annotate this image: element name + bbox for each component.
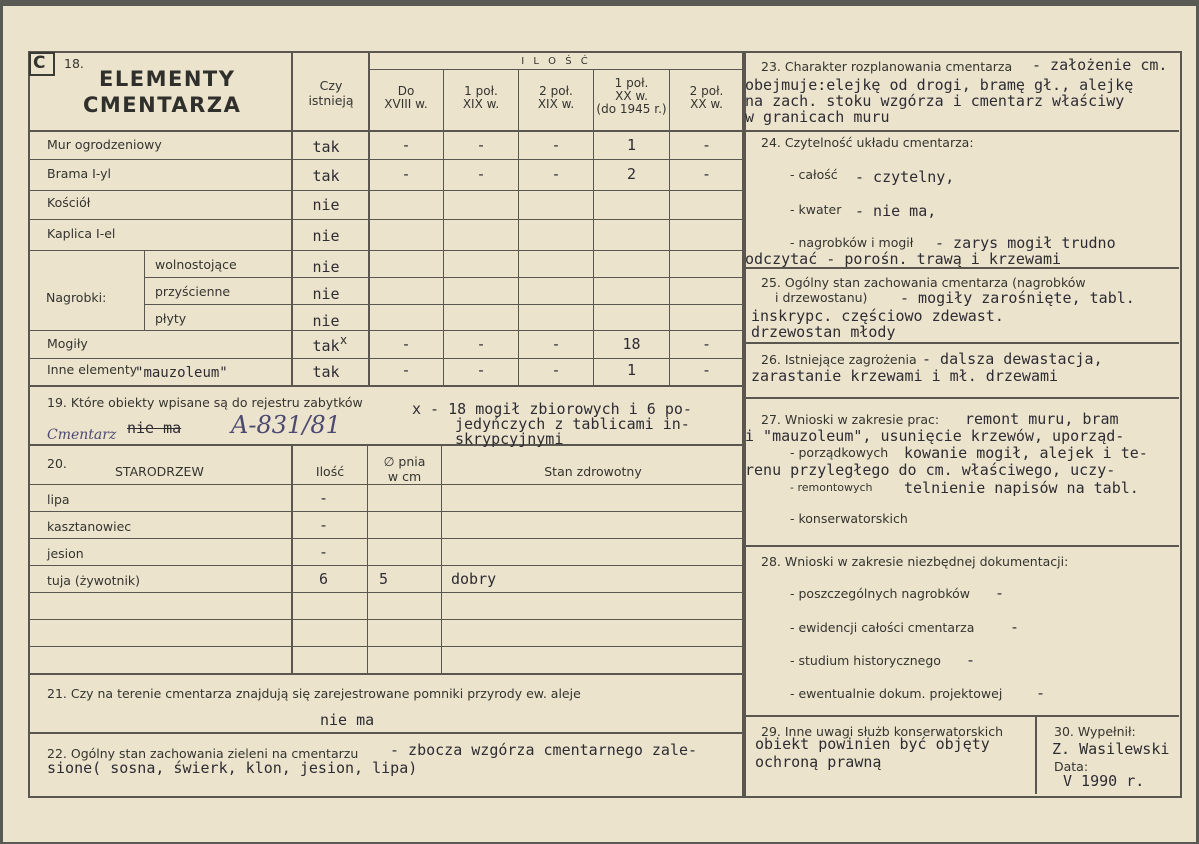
q21-answer: nie ma — [320, 711, 375, 729]
period-header-4: XX w. — [690, 97, 723, 111]
quantity-cell: - — [551, 165, 561, 183]
nagrobki-label: Nagrobki: — [46, 290, 107, 305]
q25-answer-3: drzewostan młody — [751, 323, 896, 341]
tree-health: dobry — [451, 570, 497, 588]
tree-phi: 5 — [379, 570, 389, 588]
section-18-number: 18. — [64, 56, 84, 71]
element-label: Mur ogrodzeniowy — [47, 137, 162, 152]
tree-qty: - — [319, 489, 329, 507]
q22-answer-1: - zbocza wzgórza cmentarnego zale- — [390, 741, 698, 759]
q24-label: 24. Czytelność układu cmentarza: — [761, 135, 974, 150]
q28-item: - ewidencji całości cmentarza — [790, 620, 975, 635]
q27-answer-2: i "mauzoleum", usunięcie krzewów, uporząd- — [745, 427, 1125, 445]
tree-qty: - — [319, 516, 329, 534]
tree-name: kasztanowiec — [47, 519, 132, 534]
q24-c-answer-2: odczytać - porośn. trawą i krzewami — [745, 250, 1062, 268]
q19-answer-line: jedyńczych z tablicami in- — [455, 415, 690, 433]
q30-date-label: Data: — [1054, 759, 1089, 774]
q19-struck-text: nie ma — [127, 419, 182, 437]
czy-header-1: Czy — [319, 78, 343, 93]
q27-answer-3: kowanie mogił, alejek i te- — [904, 444, 1148, 462]
period-header-2: 2 poł. — [539, 84, 573, 98]
element-label: Mogiły — [47, 336, 88, 351]
q26-answer-2: zarastanie krzewami i mł. drzewami — [751, 367, 1059, 385]
q24-c-answer: - zarys mogił trudno — [935, 234, 1116, 252]
q29-answer-2: ochroną prawną — [755, 753, 882, 771]
tree-wcm-header: w cm — [387, 469, 422, 484]
exists-value: nie — [312, 285, 340, 303]
quantity-cell: 2 — [626, 165, 637, 183]
tree-name: tuja (żywotnik) — [47, 573, 141, 588]
quantity-cell: - — [401, 136, 411, 154]
starodrzew-header: STARODRZEW — [115, 464, 204, 479]
tree-qty-header: Ilość — [315, 464, 345, 479]
quantity-cell: - — [476, 136, 486, 154]
q23-answer-2: obejmuje:elejkę od drogi, bramę gł., alejkę — [745, 76, 1134, 94]
exists-value: tak — [312, 138, 340, 156]
period-header-0: XVIII w. — [384, 97, 428, 111]
q19-handwritten-note: Cmentarz — [47, 427, 117, 443]
q28-label: 28. Wnioski w zakresie niezbędnej dokumentacji: — [761, 554, 1069, 569]
nagrobki-sub-label: wolnostojące — [155, 257, 237, 272]
q23-label: 23. Charakter rozplanowania cmentarza — [761, 59, 1013, 74]
period-header-3: (do 1945 r.) — [596, 102, 667, 116]
q29-label: 29. Inne uwagi służb konserwatorskich — [761, 724, 1003, 739]
q30-name: Z. Wasilewski — [1052, 740, 1170, 758]
period-header-1: 1 poł. — [464, 84, 498, 98]
q28-item: - poszczególnych nagrobków — [790, 586, 971, 601]
period-header-3: XX w. — [615, 89, 648, 103]
record-card — [3, 6, 1196, 842]
exists-value: tak — [312, 337, 340, 355]
tree-qty: 6 — [319, 570, 329, 588]
quantity-cell: - — [551, 335, 561, 353]
tree-name: lipa — [47, 492, 70, 507]
tree-phi-header: ∅ pnia — [383, 454, 426, 469]
tree-name: jesion — [47, 546, 84, 561]
q23-answer-3: na zach. stoku wzgórza i cmentarz właściwy — [745, 92, 1125, 110]
section-20-number: 20. — [47, 456, 67, 471]
quantity-cell: - — [701, 335, 712, 353]
q27-label: 27. Wnioski w zakresie prac: — [761, 412, 940, 427]
q24-b-label: - kwater — [790, 202, 842, 217]
exists-value: nie — [312, 258, 340, 276]
element-label: Inne elementy — [47, 362, 138, 377]
q25-label-2: i drzewostanu) — [775, 290, 868, 305]
quantity-cell: - — [701, 136, 712, 154]
q27-answer-5: telnienie napisów na tabl. — [904, 479, 1139, 497]
quantity-cell: - — [476, 165, 486, 183]
tree-qty: - — [319, 543, 329, 561]
element-label: Brama I-yl — [47, 166, 112, 181]
q24-c-label: - nagrobków i mogił — [790, 235, 914, 250]
q27-answer-4: renu przyległego do cm. właściwego, uczy- — [745, 461, 1116, 479]
nagrobki-sub-label: przyścienne — [155, 284, 231, 299]
q23-answer-1: - założenie cm. — [1032, 56, 1168, 74]
q22-answer-2: sione( sosna, świerk, klon, jesion, lipa) — [47, 759, 418, 777]
q24-a-answer: - czytelny, — [855, 168, 955, 186]
q19-label: 19. Które obiekty wpisane są do rejestru zabytków — [47, 395, 363, 410]
q24-a-label: - całość — [790, 167, 838, 182]
section-18-title-2: CMENTARZA — [83, 93, 242, 117]
inne-value-text: mauzoleum — [143, 365, 220, 381]
exists-value: tak — [312, 363, 340, 381]
q25-label-1: 25. Ogólny stan zachowania cmentarza (nagrobków — [761, 275, 1086, 290]
q26-answer-1: - dalsza dewastacja, — [922, 350, 1103, 368]
q30-date: V 1990 r. — [1063, 772, 1145, 790]
q27-c-label: - remontowych — [790, 481, 873, 494]
q25-answer-2: inskrypc. częściowo zdewast. — [751, 307, 1004, 325]
q28-item: - studium historycznego — [790, 653, 941, 668]
q24-b-answer: - nie ma, — [855, 202, 937, 220]
inne-value: "mauzoleum" — [135, 365, 228, 381]
exists-value: tak — [312, 167, 340, 185]
quantity-cell: - — [551, 361, 561, 379]
period-header-4: 2 poł. — [689, 84, 724, 98]
quantity-cell: - — [401, 361, 411, 379]
element-label: Kościół — [47, 195, 91, 210]
quantity-cell: - — [476, 361, 486, 379]
c-box-letter: C — [33, 53, 46, 73]
quantity-cell: - — [701, 165, 712, 183]
ilosc-header: I L O Ś Ć — [521, 56, 591, 67]
quantity-cell: - — [401, 335, 411, 353]
q28-item-dash: - — [966, 651, 976, 669]
q21-label: 21. Czy na terenie cmentarza znajdują się zarejestrowane pomniki przyrody ew. aleje — [47, 686, 581, 701]
exists-value: nie — [312, 227, 340, 245]
q27-b-label: - porządkowych — [790, 445, 889, 460]
q28-item-dash: - — [995, 584, 1005, 602]
period-header-2: XIX w. — [537, 97, 575, 111]
quantity-cell: 18 — [622, 335, 641, 353]
q26-label: 26. Istniejące zagrożenia — [761, 352, 917, 367]
period-header-3: 1 poł. — [614, 76, 649, 90]
quantity-cell: - — [701, 361, 712, 379]
section-18-title-1: ELEMENTY — [99, 67, 236, 91]
q28-item: - ewentualnie dokum. projektowej — [790, 686, 1003, 701]
quantity-cell: - — [476, 335, 486, 353]
q19-answer-line: skrypcyjnymi — [455, 430, 564, 448]
q28-item-dash: - — [1010, 618, 1020, 636]
czy-header-2: istnieją — [308, 93, 354, 108]
quantity-cell: - — [401, 165, 411, 183]
period-header-1: XIX w. — [462, 97, 500, 111]
q28-item-dash: - — [1036, 684, 1046, 702]
exists-value: nie — [312, 196, 340, 214]
quantity-cell: 1 — [626, 361, 637, 379]
q22-label: 22. Ogólny stan zachowania zieleni na cmentarzu — [47, 746, 359, 761]
mogily-superscript: x — [340, 333, 348, 347]
element-label: Kaplica I-el — [47, 226, 116, 241]
q27-d-label: - konserwatorskich — [790, 511, 908, 526]
nagrobki-sub-label: płyty — [155, 311, 187, 326]
q29-answer-1: obiekt powinien być objęty — [755, 735, 990, 753]
quantity-cell: 1 — [626, 136, 637, 154]
q30-label: 30. Wypełnił: — [1054, 724, 1136, 739]
q27-answer-1: remont muru, bram — [965, 410, 1119, 428]
q23-answer-4: w granicach muru — [745, 108, 890, 126]
exists-value: nie — [312, 312, 340, 330]
q19-register-number: A-831/81 — [231, 411, 341, 439]
tree-health-header: Stan zdrowotny — [544, 464, 642, 479]
quantity-cell: - — [551, 136, 561, 154]
period-header-0: Do — [397, 84, 415, 98]
q25-answer-1: - mogiły zarośnięte, tabl. — [900, 289, 1135, 307]
q19-answer-line: x - 18 mogił zbiorowych i 6 po- — [412, 400, 692, 418]
